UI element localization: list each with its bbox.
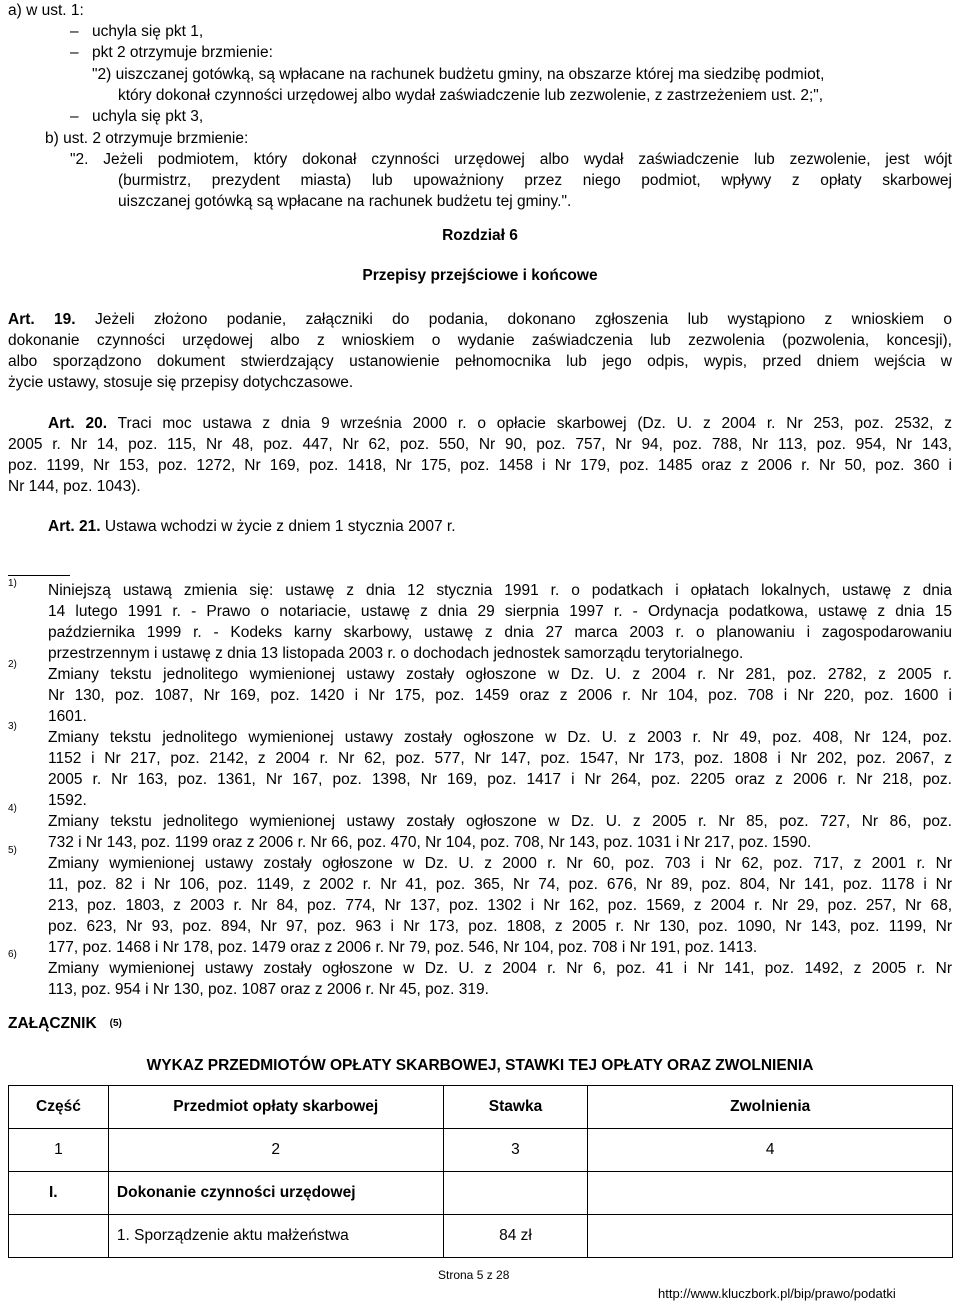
- footnote-3-line1: Zmiany tekstu jednolitego wymienionej ustawy zostały ogłoszone w Dz. U. z 2003 r. Nr 49, poz. 408, Nr 124, poz.: [48, 729, 952, 746]
- art20-line2: 2005 r. Nr 14, poz. 115, Nr 48, poz. 447, Nr 62, poz. 550, Nr 90, poz. 757, Nr 94, poz. 788, Nr 113, poz. 954, Nr 143,: [8, 436, 952, 453]
- footnote-3-line3: 2005 r. Nr 163, poz. 1361, Nr 167, poz. 1398, Nr 169, poz. 1417 i Nr 264, poz. 2205 oraz z 2006 r. Nr 218, poz.: [48, 771, 952, 788]
- quote-ust2-line2: (burmistrz, prezydent miasta) lub upoważniony przez niego podmiot, wpływy z opłaty skarbowej: [118, 172, 952, 189]
- art21-line: Art. 21. Ustawa wchodzi w życie z dniem 1 stycznia 2007 r.: [48, 518, 456, 535]
- footnote-5-line5: 177, poz. 1468 i Nr 178, poz. 1479 oraz z 2006 r. Nr 79, poz. 546, Nr 104, poz. 708 i Nr 191, poz. 1413.: [48, 939, 758, 956]
- header-cell-subject: Przedmiot opłaty skarbowej: [108, 1086, 443, 1129]
- table-cell: Dokonanie czynności urzędowej: [108, 1172, 443, 1215]
- annex-footnote-ref: (5): [109, 1018, 122, 1029]
- table-cell: 1. Sporządzenie aktu małżeństwa: [108, 1215, 443, 1258]
- footnote-4-line2: 732 i Nr 143, poz. 1199 oraz z 2006 r. Nr 66, poz. 470, Nr 104, poz. 708, Nr 143, poz. 1031 i Nr 217, poz. 1590.: [48, 834, 812, 851]
- table-row-numbers: [9, 1129, 953, 1172]
- table-header-row: [9, 1086, 953, 1129]
- footnote-3-line4: 1592.: [48, 792, 87, 809]
- footnote-number-3: 3): [8, 721, 17, 732]
- table-row: [9, 1172, 953, 1215]
- quote-pkt2-line2: który dokonał czynności urzędowej albo wydał zaświadczenie lub zezwolenie, z zastrzeżeniem ust. 2;",: [118, 87, 824, 104]
- footnote-6-line1: Zmiany wymienionej ustawy zostały ogłoszone w Dz. U. z 2004 r. Nr 6, poz. 41 i Nr 141, poz. 1492, z 2005 r. Nr: [48, 960, 952, 977]
- amend-sub-1: – uchyla się pkt 1,: [70, 23, 204, 40]
- footnote-number-1: 1): [8, 578, 17, 589]
- footnote-5-line1: Zmiany wymienionej ustawy zostały ogłoszone w Dz. U. z 2000 r. Nr 60, poz. 703 i Nr 62, poz. 717, z 2001 r. Nr: [48, 855, 952, 872]
- art19-label: Art. 19.: [8, 311, 76, 328]
- amend-item-b: b) ust. 2 otrzymuje brzmienie:: [45, 130, 249, 147]
- footnote-2-line3: 1601.: [48, 708, 87, 725]
- footnote-2-line2: Nr 130, poz. 1087, Nr 169, poz. 1420 i Nr 175, poz. 1459 oraz z 2006 r. Nr 104, poz. 708 i Nr 220, poz. 1600 i: [48, 687, 952, 704]
- footnote-5-line2: 11, poz. 82 i Nr 106, poz. 1149, z 2002 r. Nr 41, poz. 365, Nr 74, poz. 676, Nr 89, poz. 804, Nr 141, poz. 1178 i Nr: [48, 876, 952, 893]
- quote-ust2-line1: "2. Jeżeli podmiotem, który dokonał czynności urzędowej albo wydał zaświadczenie lub zezwolenie, jest wójt: [70, 151, 952, 168]
- table-cell: [588, 1172, 953, 1215]
- chapter-title: Rozdział 6: [442, 227, 518, 244]
- footnote-5-line4: poz. 623, Nr 93, poz. 894, Nr 97, poz. 963 i Nr 173, poz. 1808, z 2005 r. Nr 130, poz. 1090, Nr 143, poz. 1199, Nr: [48, 918, 952, 935]
- fee-table: [8, 1085, 953, 1258]
- table-cell: 84 zł: [443, 1215, 588, 1258]
- page-number: Strona 5 z 28: [438, 1268, 510, 1282]
- footnote-1-line1: Niniejszą ustawą zmienia się: ustawę z dnia 12 stycznia 1991 r. o podatkach i opłatach lokalnych, ustawę z dnia: [48, 582, 952, 599]
- quote-ust2-line3: uiszczanej gotówką są wpłacane na rachunek budżetu tej gminy.".: [118, 193, 572, 210]
- footnote-number-4: 4): [8, 803, 17, 814]
- art19-line1: Art. 19. Jeżeli złożono podanie, załączniki do podania, dokonano zgłoszenia lub wystąpiono z wnioskiem o: [8, 311, 952, 328]
- footnote-number-2: 2): [8, 659, 17, 670]
- annex-heading: WYKAZ PRZEDMIOTÓW OPŁATY SKARBOWEJ, STAWKI TEJ OPŁATY ORAZ ZWOLNIENIA: [146, 1057, 814, 1074]
- table-cell: 2: [108, 1129, 443, 1172]
- table-cell: 4: [588, 1129, 953, 1172]
- footnote-3-line2: 1152 i Nr 217, poz. 2142, z 2004 r. Nr 62, poz. 577, Nr 147, poz. 1547, Nr 173, poz. 1808 i Nr 202, poz. 2067, z: [48, 750, 952, 767]
- table-cell: 1: [9, 1129, 109, 1172]
- footnote-2-line1: Zmiany tekstu jednolitego wymienionej ustawy zostały ogłoszone w Dz. U. z 2004 r. Nr 281, poz. 2782, z 2005 r.: [48, 666, 952, 683]
- art19-line2: dokonanie czynności urzędowej albo z wnioskiem o wydanie zaświadczenia lub zezwolenia (pozwolenia, koncesji),: [8, 332, 952, 349]
- header-cell-rate: Stawka: [443, 1086, 588, 1129]
- art20-label: Art. 20.: [48, 415, 108, 432]
- chapter-subtitle: Przepisy przejściowe i końcowe: [362, 267, 598, 284]
- art20-line4: Nr 144, poz. 1043).: [8, 478, 141, 495]
- footnote-4-line1: Zmiany tekstu jednolitego wymienionej ustawy zostały ogłoszone w Dz. U. z 2005 r. Nr 85, poz. 727, Nr 86, poz.: [48, 813, 952, 830]
- footnote-1-line2: 14 lutego 1991 r. - Prawo o notariacie, ustawę z dnia 29 sierpnia 1997 r. - Ordynacja podatkowa, ustawę z dnia 15: [48, 603, 952, 620]
- footnote-5-line3: 213, poz. 1803, z 2003 r. Nr 84, poz. 774, Nr 137, poz. 1302 i Nr 162, poz. 1569, z 2004 r. Nr 29, poz. 257, Nr 68,: [48, 897, 952, 914]
- art20-line1: Art. 20. Traci moc ustawa z dnia 9 września 2000 r. o opłacie skarbowej (Dz. U. z 2004 r. Nr 253, poz. 2532, z: [48, 415, 952, 432]
- footnote-separator: [8, 575, 70, 576]
- amend-sub-2: – pkt 2 otrzymuje brzmienie:: [70, 44, 273, 61]
- footnote-number-6: 6): [8, 949, 17, 960]
- amend-item-a: a) w ust. 1:: [8, 2, 84, 19]
- table-cell: I.: [9, 1172, 109, 1215]
- art19-line3: albo sporządzono dokument stwierdzający ustanowienie pełnomocnika lub jego odpis, wypis, przed dniem wejścia w: [8, 353, 952, 370]
- table-cell: [588, 1215, 953, 1258]
- art19-line4: życie ustawy, stosuje się przepisy dotychczasowe.: [8, 374, 354, 391]
- table-cell: [9, 1215, 109, 1258]
- source-url: http://www.kluczbork.pl/bip/prawo/podatki: [658, 1286, 896, 1301]
- quote-pkt2-line1: "2) uiszczanej gotówką, są wpłacane na rachunek budżetu gminy, na obszarze której ma siedzibę podmiot,: [92, 66, 825, 83]
- footnote-1-line4: przestrzennym i ustawę z dnia 13 listopada 2003 r. o dochodach jednostek samorządu terytorialnego.: [48, 645, 744, 662]
- footnote-6-line2: 113, poz. 954 i Nr 130, poz. 1087 oraz z 2006 r. Nr 45, poz. 319.: [48, 981, 489, 998]
- footnote-number-5: 5): [8, 845, 17, 856]
- table-cell: [443, 1172, 588, 1215]
- table-cell: 3: [443, 1129, 588, 1172]
- footnote-1-line3: października 1999 r. - Kodeks karny skarbowy, ustawę z dnia 27 marca 2003 r. o planowaniu i zagospodarowaniu: [48, 624, 952, 641]
- amend-sub-3: – uchyla się pkt 3,: [70, 108, 204, 125]
- art20-line3: poz. 1199, Nr 153, poz. 1272, Nr 169, poz. 1418, Nr 175, poz. 1458 i Nr 179, poz. 1485 oraz z 2006 r. Nr 50, poz. 360 i: [8, 457, 952, 474]
- table-row: [9, 1215, 953, 1258]
- art21-label: Art. 21.: [48, 518, 101, 535]
- header-cell-part: Część: [9, 1086, 109, 1129]
- annex-title: ZAŁĄCZNIK $^{(5)}$: [8, 1015, 122, 1032]
- header-cell-exemptions: Zwolnienia: [588, 1086, 953, 1129]
